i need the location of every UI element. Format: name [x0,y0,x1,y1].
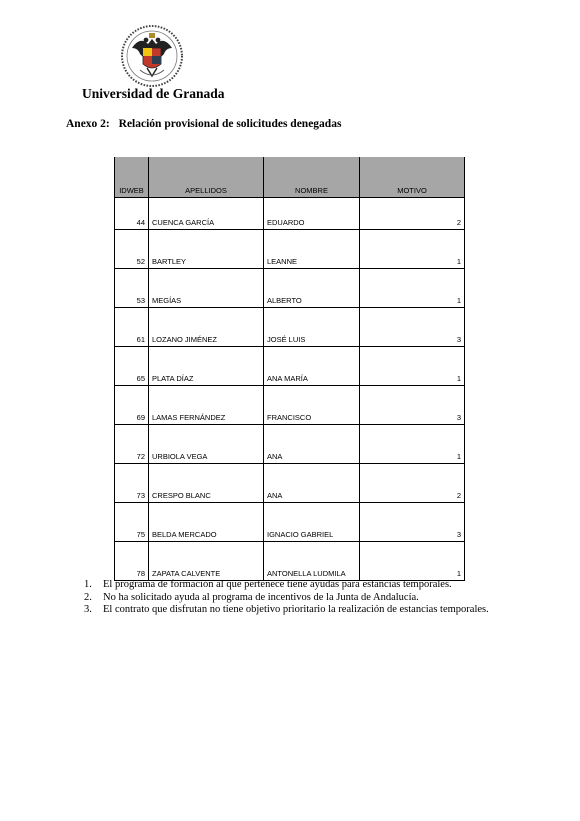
reason-notes-list [84,579,504,617]
cell-motivo: 1 [360,230,465,269]
table-header-row [115,157,465,198]
cell-motivo: 2 [360,464,465,503]
university-crest-logo [120,24,184,88]
cell-apellidos: PLATA DÍAZ [149,347,264,386]
cell-motivo: 3 [360,503,465,542]
denied-applications-table [114,157,465,581]
cell-idweb: 44 [115,198,149,230]
cell-motivo: 3 [360,386,465,425]
table-row [115,386,465,425]
table-row [115,198,465,230]
cell-apellidos: BARTLEY [149,230,264,269]
note-number: 3. [84,604,92,615]
cell-motivo: 1 [360,347,465,386]
cell-nombre: ANTONELLA LUDMILA [264,542,360,581]
cell-idweb: 72 [115,425,149,464]
column-header-apellidos: APELLIDOS [149,157,264,198]
column-header-nombre: NOMBRE [264,157,360,198]
note-text: El programa de formación al que pertenece tiene ayudas para estancias temporales. [103,579,452,590]
table-row [115,542,465,581]
table-row [115,464,465,503]
column-header-idweb: IDWEB [115,157,149,198]
cell-nombre: ALBERTO [264,269,360,308]
note-number: 2. [84,591,92,603]
table-row [115,425,465,464]
table-row [115,347,465,386]
table-row [115,269,465,308]
note-text: El contrato que disfrutan no tiene objetivo prioritario la realización de estancias temporales. [103,604,489,615]
annex-label: Anexo 2: [66,118,110,130]
list-item [84,579,504,592]
cell-nombre: IGNACIO GABRIEL [264,503,360,542]
cell-nombre: FRANCISCO [264,386,360,425]
note-number: 1. [84,579,92,590]
column-header-motivo: MOTIVO [360,157,465,198]
cell-apellidos: LAMAS FERNÁNDEZ [149,386,264,425]
annex-heading [66,118,341,130]
cell-idweb: 69 [115,386,149,425]
cell-nombre: EDUARDO [264,198,360,230]
cell-apellidos: ZAPATA CALVENTE [149,542,264,581]
list-item [84,604,504,617]
cell-nombre: LEANNE [264,230,360,269]
cell-idweb: 61 [115,308,149,347]
list-item [84,592,504,605]
cell-idweb: 78 [115,542,149,581]
table-row [115,308,465,347]
cell-idweb: 52 [115,230,149,269]
cell-idweb: 65 [115,347,149,386]
cell-motivo: 3 [360,308,465,347]
cell-motivo: 1 [360,269,465,308]
cell-apellidos: BELDA MERCADO [149,503,264,542]
cell-motivo: 2 [360,198,465,230]
cell-apellidos: LOZANO JIMÉNEZ [149,308,264,347]
cell-idweb: 73 [115,464,149,503]
cell-nombre: ANA [264,425,360,464]
cell-apellidos: CUENCA GARCÍA [149,198,264,230]
cell-apellidos: MEGÍAS [149,269,264,308]
cell-apellidos: CRESPO BLANC [149,464,264,503]
cell-idweb: 53 [115,269,149,308]
cell-nombre: JOSÉ LUIS [264,308,360,347]
table-row [115,503,465,542]
table-row [115,230,465,269]
cell-motivo: 1 [360,542,465,581]
cell-apellidos: URBIOLA VEGA [149,425,264,464]
note-text: No ha solicitado ayuda al programa de incentivos de la Junta de Andalucía. [103,591,419,603]
annex-title: Relación provisional de solicitudes denegadas [118,118,342,130]
cell-idweb: 75 [115,503,149,542]
university-name: Universidad de Granada [82,86,225,101]
cell-motivo: 1 [360,425,465,464]
cell-nombre: ANA [264,464,360,503]
cell-nombre: ANA MARÍA [264,347,360,386]
